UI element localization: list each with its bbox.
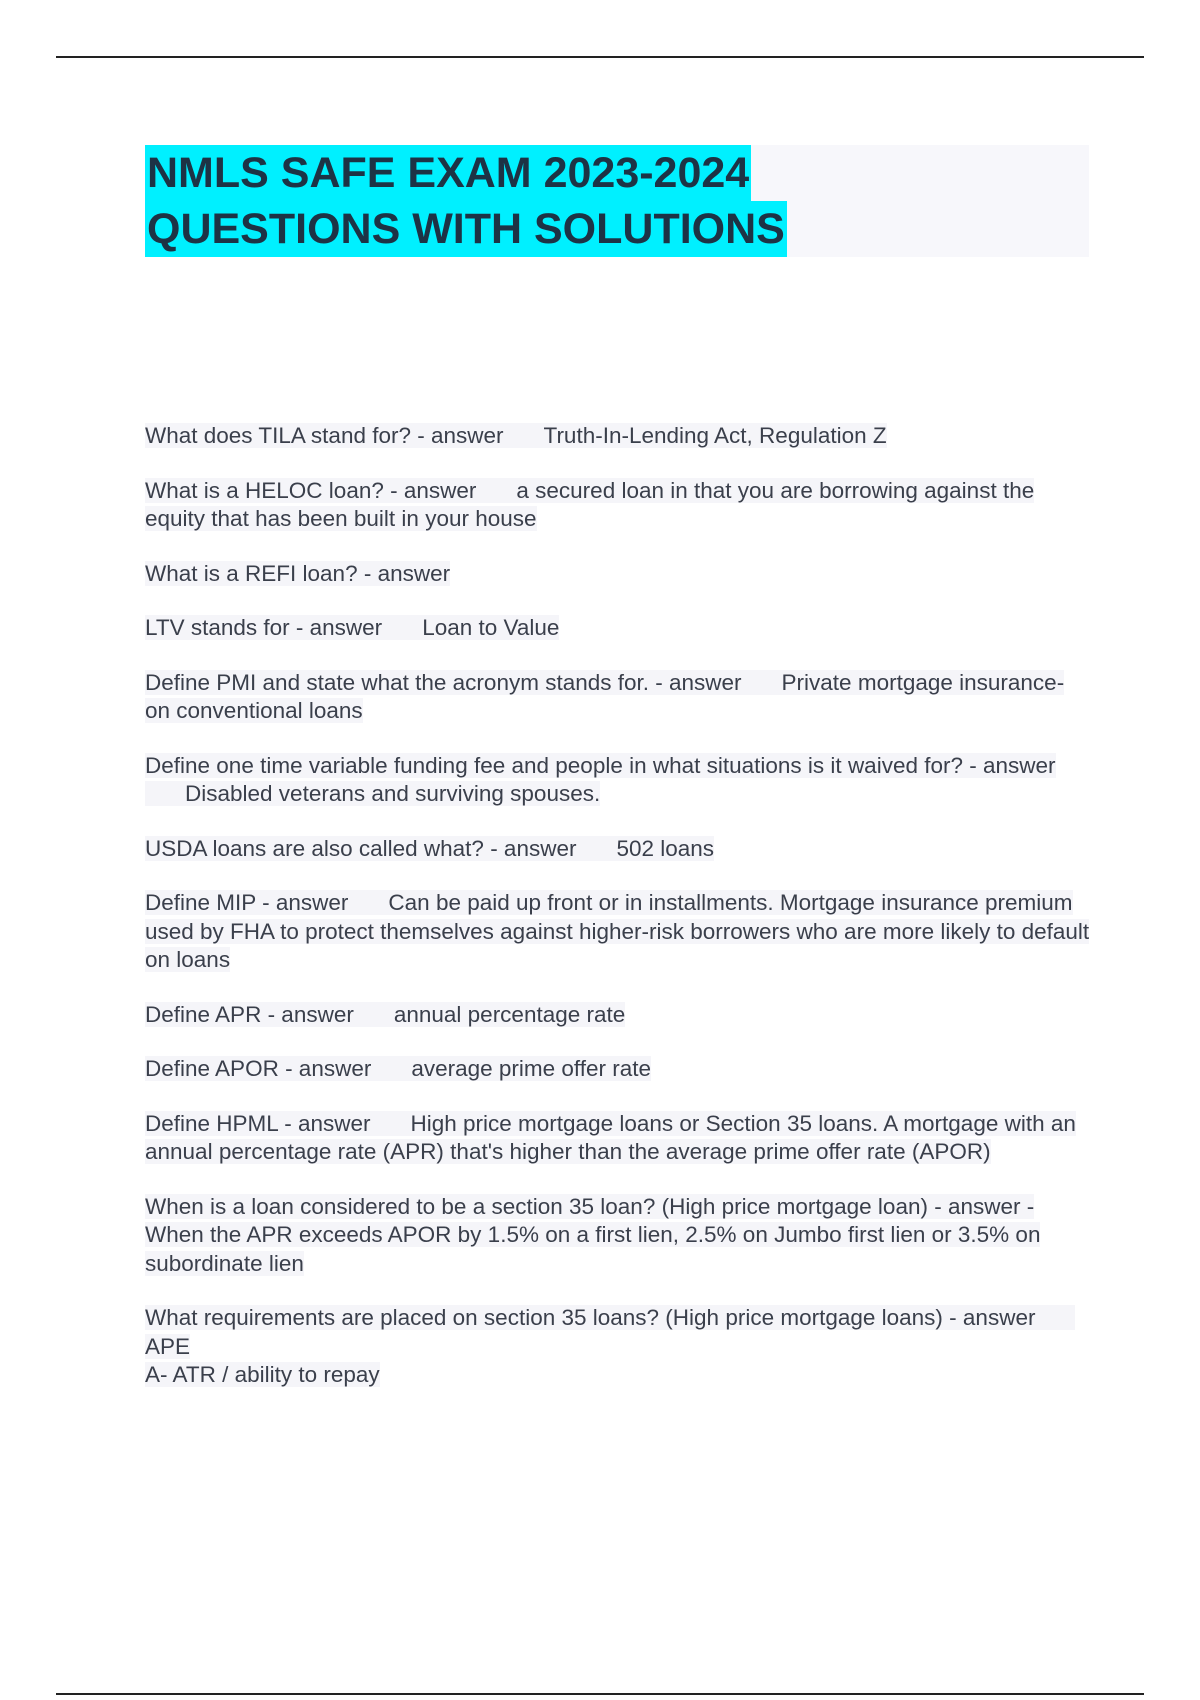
question-text: Define MIP - answer	[145, 890, 349, 915]
question-text: USDA loans are also called what? - answer	[145, 835, 577, 861]
answer-text: Can be paid up front or in installments. Mortgage insurance premium used by FHA to protect themselves against higher-risk borrowers who are more likely to default on loans	[145, 890, 1090, 972]
qa-item	[145, 1110, 1090, 1167]
qa-item	[145, 1304, 1090, 1390]
qa-item	[145, 1055, 1090, 1084]
document-title	[145, 145, 1089, 257]
qa-item	[145, 422, 1090, 451]
qa-item	[145, 835, 1090, 864]
answer-text-line-2: A- ATR / ability to repay	[145, 1362, 380, 1387]
title-line-1: NMLS SAFE EXAM 2023-2024	[145, 145, 751, 201]
answer-text: Truth-In-Lending Act, Regulation Z	[543, 423, 887, 448]
qa-item	[145, 477, 1090, 534]
question-text: Define APOR - answer	[145, 1056, 372, 1081]
title-line-2: QUESTIONS WITH SOLUTIONS	[145, 201, 787, 257]
qa-item	[145, 560, 1090, 589]
header-rule	[56, 56, 1144, 58]
answer-text: a secured loan in that you are borrowing against the equity that has been built in your house	[145, 477, 1035, 531]
answer-text: annual percentage rate	[393, 1001, 626, 1027]
question-text: Define one time variable funding fee and people in what situations is it waived for? - answer	[145, 752, 1056, 778]
qa-item	[145, 1193, 1090, 1279]
qa-item	[145, 752, 1090, 809]
qa-item	[145, 1001, 1090, 1030]
qa-item	[145, 669, 1090, 726]
answer-text: Loan to Value	[422, 615, 560, 640]
question-text: Define PMI and state what the acronym stands for. - answer	[145, 669, 742, 695]
qa-list	[145, 422, 1090, 1416]
question-text: What is a REFI loan? - answer	[145, 560, 451, 586]
question-text: What does TILA stand for? - answer	[145, 423, 504, 448]
question-text: Define APR - answer	[145, 1001, 354, 1027]
answer-text: - When the APR exceeds APOR by 1.5% on a first lien, 2.5% on Jumbo first lien or 3.5% on subordinate lien	[145, 1193, 1041, 1276]
answer-text: Disabled veterans and surviving spouses.	[185, 781, 601, 806]
qa-item	[145, 614, 1090, 643]
question-text: What is a HELOC loan? - answer	[145, 477, 477, 503]
question-text: LTV stands for - answer	[145, 615, 383, 640]
question-text: Define HPML - answer	[145, 1110, 371, 1136]
footer-rule	[56, 1693, 1144, 1695]
answer-text: Private mortgage insurance- on conventional loans	[145, 669, 1065, 723]
answer-text: average prime offer rate	[411, 1056, 652, 1081]
answer-text: High price mortgage loans or Section 35 loans. A mortgage with an annual percentage rate (APR) that's higher than the average prime offer rate (APOR)	[145, 1110, 1076, 1164]
qa-item	[145, 889, 1090, 975]
answer-text: 502 loans	[616, 835, 715, 861]
question-text: What requirements are placed on section 35 loans? (High price mortgage loans) - answer	[145, 1305, 1036, 1330]
question-text: When is a loan considered to be a section 35 loan? (High price mortgage loan) - answer	[145, 1193, 1021, 1219]
answer-text: APE	[145, 1333, 191, 1359]
